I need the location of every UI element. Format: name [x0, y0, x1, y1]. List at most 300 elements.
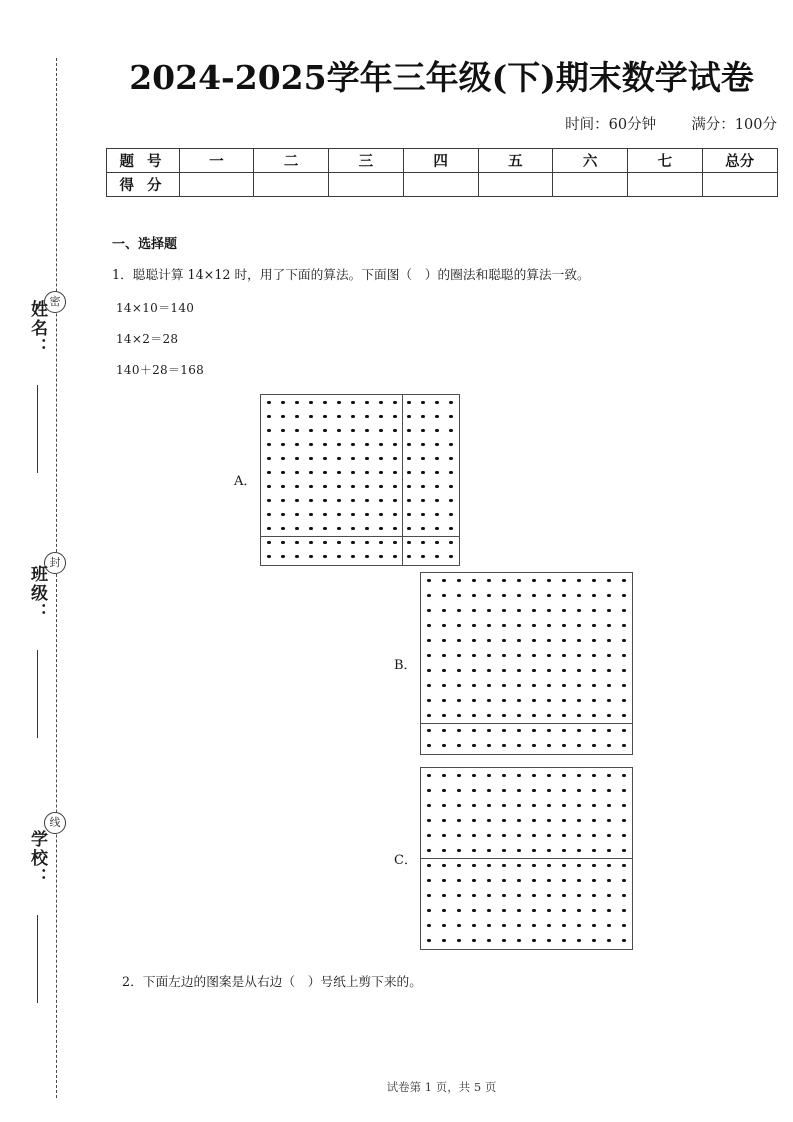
grid-dot	[502, 849, 505, 852]
grid-dot	[281, 415, 284, 418]
grid-dot	[379, 415, 382, 418]
grid-dot	[487, 624, 490, 627]
grid-dot	[421, 555, 424, 558]
grid-dot	[442, 699, 445, 702]
grid-dot	[592, 939, 595, 942]
grid-dot	[487, 774, 490, 777]
field-school[interactable]	[16, 830, 50, 1003]
grid-dot	[351, 485, 354, 488]
grid-dot	[592, 774, 595, 777]
grid-dot	[351, 499, 354, 502]
grid-dot	[427, 624, 430, 627]
grid-dot	[607, 579, 610, 582]
grid-dot	[295, 555, 298, 558]
grid-dot	[487, 594, 490, 597]
grid-dot	[622, 894, 625, 897]
grid-dot	[532, 789, 535, 792]
grid-dot	[442, 624, 445, 627]
question-1-option-a[interactable]	[234, 394, 775, 566]
grid-dot	[393, 527, 396, 530]
grid-dot	[281, 499, 284, 502]
grid-dot	[502, 579, 505, 582]
grid-dot	[472, 744, 475, 747]
grid-dot	[449, 457, 452, 460]
grid-dot	[337, 415, 340, 418]
grid-dot	[532, 699, 535, 702]
grid-dot	[532, 639, 535, 642]
grid-dot	[407, 527, 410, 530]
exam-page	[90, 0, 793, 1122]
grid-dot	[295, 485, 298, 488]
grid-dot	[393, 541, 396, 544]
grid-dot	[351, 429, 354, 432]
grid-dot	[502, 774, 505, 777]
grid-dot	[457, 924, 460, 927]
grid-dot	[487, 699, 490, 702]
grid-dot	[472, 594, 475, 597]
grid-dot	[532, 744, 535, 747]
grid-dot	[547, 639, 550, 642]
grid-dot	[472, 834, 475, 837]
grid-dot	[532, 909, 535, 912]
grid-dot	[577, 714, 580, 717]
grid-dot	[502, 684, 505, 687]
grid-dot	[547, 909, 550, 912]
grid-dot	[607, 639, 610, 642]
grid-dot	[607, 714, 610, 717]
seal-margin	[0, 0, 90, 1122]
grid-dot	[517, 714, 520, 717]
grid-dot	[517, 849, 520, 852]
grid-dot	[365, 541, 368, 544]
grid-dot	[442, 594, 445, 597]
grid-dot	[295, 541, 298, 544]
question-1-calc-line-1: 14×10＝140	[116, 300, 195, 315]
question-1-option-c[interactable]	[394, 767, 775, 950]
grid-dot	[472, 804, 475, 807]
grid-dot	[449, 471, 452, 474]
grid-dot	[337, 527, 340, 530]
grid-dot	[379, 471, 382, 474]
grid-dot	[457, 609, 460, 612]
grid-dot	[607, 654, 610, 657]
grid-dot	[472, 609, 475, 612]
grid-dot	[592, 834, 595, 837]
grid-dot	[547, 624, 550, 627]
grid-dot	[407, 415, 410, 418]
grid-dot	[407, 513, 410, 516]
grid-dot	[309, 541, 312, 544]
grid-dot	[607, 834, 610, 837]
grid-dot	[517, 654, 520, 657]
score-cell-7[interactable]	[628, 173, 703, 197]
grid-dot	[323, 541, 326, 544]
grid-dot	[427, 894, 430, 897]
grid-dot	[592, 609, 595, 612]
grid-dot	[421, 513, 424, 516]
grid-dot	[547, 609, 550, 612]
grid-dot	[457, 654, 460, 657]
score-cell-6[interactable]	[553, 173, 628, 197]
field-class-writeline[interactable]	[37, 650, 38, 738]
grid-dot	[577, 609, 580, 612]
grid-dot	[393, 401, 396, 404]
score-cell-total[interactable]	[702, 173, 777, 197]
grid-dot	[547, 879, 550, 882]
grid-dot	[309, 513, 312, 516]
grid-dot	[607, 924, 610, 927]
grid-dot	[562, 894, 565, 897]
grid-dot	[577, 939, 580, 942]
grid-dot	[622, 834, 625, 837]
grid-dot	[309, 499, 312, 502]
grid-dot	[351, 443, 354, 446]
grid-dot	[607, 894, 610, 897]
grid-dot	[393, 429, 396, 432]
grid-dot	[577, 924, 580, 927]
seal-char-feng: 封	[44, 552, 66, 574]
score-cell-4[interactable]	[403, 173, 478, 197]
grid-dot	[577, 834, 580, 837]
grid-dot	[295, 457, 298, 460]
exam-duration: 时间：60分钟	[565, 117, 657, 133]
grid-dot	[281, 541, 284, 544]
grid-dot	[309, 457, 312, 460]
grid-dot	[592, 699, 595, 702]
grid-dot	[427, 669, 430, 672]
grid-dot	[337, 541, 340, 544]
grid-dot	[435, 541, 438, 544]
page-footer: 试卷第 1 页，共 5 页	[386, 1080, 497, 1094]
grid-dot	[449, 485, 452, 488]
grid-dot	[607, 864, 610, 867]
grid-dot	[427, 639, 430, 642]
grid-dot	[365, 471, 368, 474]
grid-dot	[365, 555, 368, 558]
grid-dot	[472, 729, 475, 732]
grid-dot	[351, 555, 354, 558]
grid-dot	[323, 443, 326, 446]
grid-dot	[532, 594, 535, 597]
question-1-text: 1．聪聪计算 14×12 时，用了下面的算法。下面图（ ）的圈法和聪聪的算法一致。	[112, 267, 590, 282]
grid-dot	[457, 669, 460, 672]
grid-dot	[502, 864, 505, 867]
grid-dot	[487, 579, 490, 582]
grid-dot	[607, 804, 610, 807]
grid-dot	[449, 513, 452, 516]
grid-dot	[562, 579, 565, 582]
grid-dot	[449, 401, 452, 404]
grid-dot	[547, 654, 550, 657]
grid-dot	[472, 924, 475, 927]
grid-dot	[517, 579, 520, 582]
grid-dot	[622, 594, 625, 597]
grid-dot	[577, 909, 580, 912]
grid-dot	[547, 924, 550, 927]
grid-dot	[442, 849, 445, 852]
grid-dot	[532, 714, 535, 717]
grid-dot	[442, 669, 445, 672]
grid-dot	[517, 699, 520, 702]
grid-dot	[379, 429, 382, 432]
grid-dot	[267, 485, 270, 488]
grid-dot	[607, 819, 610, 822]
grid-dot	[577, 579, 580, 582]
grid-dot	[562, 924, 565, 927]
grid-dot	[487, 909, 490, 912]
grid-dot	[472, 579, 475, 582]
grid-dot	[487, 939, 490, 942]
grid-dot	[487, 789, 490, 792]
grid-dot	[435, 513, 438, 516]
grid-dot	[472, 849, 475, 852]
grid-dot	[435, 471, 438, 474]
grid-dot	[607, 879, 610, 882]
grid-dot	[351, 415, 354, 418]
grid-dot	[622, 654, 625, 657]
grid-divider-horizontal	[261, 536, 459, 537]
score-table-col-7: 七	[628, 149, 703, 173]
grid-dot	[379, 499, 382, 502]
grid-dot	[547, 819, 550, 822]
grid-dot	[365, 415, 368, 418]
grid-dot	[577, 654, 580, 657]
grid-dot	[487, 804, 490, 807]
grid-dot	[427, 654, 430, 657]
grid-dot	[309, 555, 312, 558]
grid-dot	[351, 527, 354, 530]
grid-dot	[365, 499, 368, 502]
grid-dot	[442, 714, 445, 717]
grid-dot	[427, 714, 430, 717]
grid-dot	[379, 401, 382, 404]
grid-dot	[532, 834, 535, 837]
grid-dot	[337, 457, 340, 460]
grid-dot	[532, 654, 535, 657]
grid-dot	[607, 684, 610, 687]
grid-dot	[309, 527, 312, 530]
grid-dot	[442, 879, 445, 882]
grid-divider-vertical	[402, 395, 403, 565]
grid-dot	[457, 774, 460, 777]
grid-dot	[562, 909, 565, 912]
grid-dot	[592, 924, 595, 927]
field-name[interactable]	[16, 300, 50, 473]
grid-dot	[442, 909, 445, 912]
grid-dot	[435, 415, 438, 418]
field-class-label: 班级：	[27, 565, 47, 622]
grid-dot	[449, 499, 452, 502]
grid-dot	[532, 819, 535, 822]
seal-char-mi: 密	[44, 291, 66, 313]
grid-dot	[407, 541, 410, 544]
grid-dot	[592, 894, 595, 897]
grid-dot	[337, 555, 340, 558]
grid-dot	[592, 789, 595, 792]
grid-dot	[421, 541, 424, 544]
grid-dot	[379, 555, 382, 558]
grid-dot	[393, 471, 396, 474]
grid-dot	[622, 804, 625, 807]
score-cell-2[interactable]	[254, 173, 329, 197]
grid-dot	[281, 429, 284, 432]
grid-dot	[393, 443, 396, 446]
grid-dot	[607, 909, 610, 912]
grid-dot	[421, 429, 424, 432]
grid-dot	[502, 894, 505, 897]
grid-dot	[547, 669, 550, 672]
grid-dot	[622, 699, 625, 702]
field-class[interactable]	[16, 565, 50, 738]
grid-dot	[577, 639, 580, 642]
grid-dot	[547, 594, 550, 597]
grid-dot	[562, 744, 565, 747]
score-table-col-2: 二	[254, 149, 329, 173]
grid-dot	[435, 401, 438, 404]
grid-dot	[427, 864, 430, 867]
grid-dot	[407, 555, 410, 558]
grid-dot	[295, 499, 298, 502]
question-1-calc-line-2: 14×2＝28	[116, 331, 179, 346]
grid-dot	[577, 789, 580, 792]
grid-dot	[472, 819, 475, 822]
score-table-col-6: 六	[553, 149, 628, 173]
score-table-col-4: 四	[403, 149, 478, 173]
grid-dot	[365, 457, 368, 460]
grid-dot	[622, 909, 625, 912]
grid-dot	[407, 471, 410, 474]
grid-dot	[622, 579, 625, 582]
grid-dot	[427, 729, 430, 732]
grid-dot	[427, 849, 430, 852]
grid-dot	[517, 819, 520, 822]
grid-dot	[295, 415, 298, 418]
grid-dot	[487, 684, 490, 687]
grid-dot	[457, 804, 460, 807]
score-table-col-total: 总分	[702, 149, 777, 173]
grid-dot	[393, 555, 396, 558]
grid-dot	[309, 415, 312, 418]
grid-dot	[323, 527, 326, 530]
grid-dot	[435, 499, 438, 502]
grid-dot	[337, 499, 340, 502]
grid-dot	[517, 774, 520, 777]
grid-dot	[592, 864, 595, 867]
grid-dot	[421, 485, 424, 488]
grid-dot	[309, 443, 312, 446]
grid-dot	[577, 594, 580, 597]
grid-dot	[427, 789, 430, 792]
grid-dot	[622, 639, 625, 642]
grid-dot	[592, 669, 595, 672]
grid-dot	[449, 541, 452, 544]
grid-dot	[472, 774, 475, 777]
grid-dot	[502, 699, 505, 702]
grid-dot	[351, 513, 354, 516]
grid-dot	[442, 864, 445, 867]
grid-dot	[309, 471, 312, 474]
grid-dot	[532, 879, 535, 882]
grid-dot	[487, 864, 490, 867]
grid-dot	[577, 849, 580, 852]
score-table-row-label-question: 题 号	[106, 149, 179, 173]
grid-dot	[295, 443, 298, 446]
grid-dot	[393, 457, 396, 460]
grid-dot	[457, 729, 460, 732]
grid-dot	[435, 443, 438, 446]
grid-dot	[487, 609, 490, 612]
grid-dot	[577, 699, 580, 702]
grid-dot	[487, 849, 490, 852]
grid-dot	[457, 699, 460, 702]
score-cell-3[interactable]	[329, 173, 404, 197]
grid-dot	[607, 744, 610, 747]
grid-dot	[427, 594, 430, 597]
grid-dot	[323, 513, 326, 516]
table-row-scores	[106, 173, 777, 197]
score-cell-5[interactable]	[478, 173, 553, 197]
grid-dot	[449, 555, 452, 558]
grid-dot	[562, 639, 565, 642]
grid-dot	[365, 485, 368, 488]
grid-dot	[457, 909, 460, 912]
grid-dot	[517, 594, 520, 597]
grid-dot	[532, 729, 535, 732]
dot-grid-a	[260, 394, 460, 566]
grid-dot	[472, 864, 475, 867]
grid-dot	[323, 429, 326, 432]
grid-dot	[532, 924, 535, 927]
grid-dot	[421, 401, 424, 404]
grid-dot	[295, 429, 298, 432]
grid-dot	[622, 714, 625, 717]
score-table	[106, 148, 778, 197]
grid-dot	[393, 499, 396, 502]
field-name-writeline[interactable]	[37, 385, 38, 473]
grid-dot	[562, 774, 565, 777]
question-1-option-b[interactable]	[394, 572, 775, 755]
score-cell-1[interactable]	[179, 173, 254, 197]
grid-dot	[487, 669, 490, 672]
grid-dot	[592, 879, 595, 882]
grid-dot	[442, 639, 445, 642]
grid-dot	[562, 699, 565, 702]
grid-dot	[365, 443, 368, 446]
grid-dot	[442, 834, 445, 837]
grid-dot	[442, 939, 445, 942]
grid-dot	[562, 804, 565, 807]
grid-dot	[442, 579, 445, 582]
grid-dot	[607, 729, 610, 732]
grid-dot	[442, 729, 445, 732]
field-school-writeline[interactable]	[37, 915, 38, 1003]
grid-dot	[267, 443, 270, 446]
grid-dot	[577, 684, 580, 687]
grid-dot	[323, 401, 326, 404]
grid-dot	[592, 714, 595, 717]
grid-dot	[592, 579, 595, 582]
grid-dot	[457, 789, 460, 792]
grid-dot	[577, 729, 580, 732]
grid-dot	[427, 879, 430, 882]
grid-dot	[622, 819, 625, 822]
grid-dot	[457, 594, 460, 597]
grid-dot	[487, 639, 490, 642]
grid-dot	[281, 443, 284, 446]
grid-dot	[449, 527, 452, 530]
grid-dot	[487, 924, 490, 927]
grid-dot	[309, 429, 312, 432]
